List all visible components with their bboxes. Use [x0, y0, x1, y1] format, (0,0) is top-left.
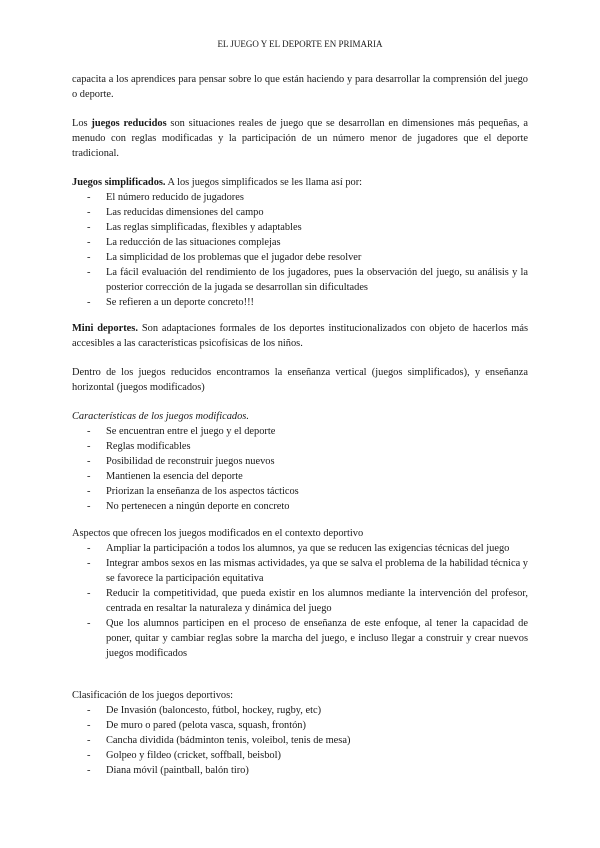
list-item: - Posibilidad de reconstruir juegos nuevos: [87, 456, 275, 467]
list-item: - El número reducido de jugadores: [87, 192, 244, 203]
section-juegos-simplificados: [72, 175, 528, 310]
caracteristicas-list: [72, 424, 528, 514]
bullet-dash: -: [87, 426, 91, 437]
bullet-dash: -: [87, 735, 91, 746]
simplificados-heading: Juegos simplificados. A los juegos simplificados se les llama así por:: [72, 177, 363, 188]
list-item: - Reglas modificables: [87, 441, 191, 452]
simplificados-list: [72, 190, 528, 310]
list-item: - Golpeo y fildeo (cricket, soffball, beisbol): [87, 750, 281, 761]
list-item: - De Invasión (baloncesto, fútbol, hockey, rugby, etc): [87, 705, 322, 716]
page-header: EL JUEGO Y EL DEPORTE EN PRIMARIA: [217, 39, 383, 49]
list-item: - Priorizan la enseñanza de los aspectos tácticos: [87, 486, 299, 497]
section-caracteristicas: [72, 409, 528, 514]
bullet-dash: -: [87, 543, 91, 554]
list-item: - La fácil evaluación del rendimiento de los jugadores, pues la observación del juego, su análisis y la posterior corrección de la jugada se desarrollan sin dificultades: [87, 267, 528, 293]
list-item: - Integrar ambos sexos en las mismas actividades, ya que se salva el problema de la habilidad técnica y se favorece la participación equitativa: [87, 558, 528, 584]
list-item: - Las reducidas dimensiones del campo: [87, 207, 264, 218]
paragraph-juegos-reducidos: Los juegos reducidos son situaciones reales de juego que se desarrollan en dimensiones más pequeñas, a menudo con reglas modificadas y la participación de un número menor de jugadores que el deporte tradicional.: [72, 118, 529, 159]
bullet-dash: -: [87, 456, 91, 467]
list-item: - No pertenecen a ningún deporte en concreto: [87, 501, 290, 512]
bullet-dash: -: [87, 222, 91, 233]
paragraph-intro: capacita a los aprendices para pensar sobre lo que están haciendo y para desarrollar la comprensión del juego o deporte.: [72, 74, 528, 100]
bullet-dash: -: [87, 252, 91, 263]
list-item: - Cancha dividida (bádminton tenis, voleibol, tenis de mesa): [87, 735, 351, 746]
caracteristicas-heading: Características de los juegos modificados.: [72, 411, 249, 422]
list-item: - La reducción de las situaciones complejas: [87, 237, 281, 248]
bullet-dash: -: [87, 588, 91, 599]
bullet-dash: -: [87, 192, 91, 203]
aspectos-list: [72, 541, 528, 661]
list-item: - Se encuentran entre el juego y el deporte: [87, 426, 276, 437]
term-juegos-reducidos: juegos reducidos: [91, 118, 167, 129]
bullet-dash: -: [87, 237, 91, 248]
section-aspectos: [72, 526, 528, 661]
paragraph-dentro: Dentro de los juegos reducidos encontramos la enseñanza vertical (juegos simplificados), y enseñanza horizontal (juegos modificados): [72, 367, 528, 393]
bullet-dash: -: [87, 765, 91, 776]
bullet-dash: -: [87, 441, 91, 452]
clasificacion-list: [72, 703, 528, 778]
term-mini-deportes: Mini deportes.: [72, 323, 138, 334]
paragraph-mini-deportes: Mini deportes. Son adaptaciones formales de los deportes institucionalizados con objeto de hacerlos más accesibles a las características psicofísicas de los niños.: [72, 323, 528, 349]
bullet-dash: -: [87, 705, 91, 716]
list-item: - Se refieren a un deporte concreto!!!: [87, 297, 254, 308]
bullet-dash: -: [87, 501, 91, 512]
bullet-dash: -: [87, 750, 91, 761]
bullet-dash: -: [87, 486, 91, 497]
clasificacion-heading: Clasificación de los juegos deportivos:: [72, 690, 234, 701]
bullet-dash: -: [87, 471, 91, 482]
list-item: - Ampliar la participación a todos los alumnos, ya que se reducen las exigencias técnicas del juego: [87, 543, 510, 554]
list-item: - Diana móvil (paintball, balón tiro): [87, 765, 249, 776]
aspectos-heading: Aspectos que ofrecen los juegos modificados en el contexto deportivo: [72, 528, 364, 539]
list-item: - Las reglas simplificadas, flexibles y adaptables: [87, 222, 302, 233]
bullet-dash: -: [87, 267, 91, 278]
bullet-dash: -: [87, 207, 91, 218]
bullet-dash: -: [87, 297, 91, 308]
bullet-dash: -: [87, 558, 91, 569]
bullet-dash: -: [87, 720, 91, 731]
bullet-dash: -: [87, 618, 91, 629]
list-item: - Mantienen la esencia del deporte: [87, 471, 243, 482]
list-item: - La simplicidad de los problemas que el jugador debe resolver: [87, 252, 362, 263]
list-item: - Reducir la competitividad, que pueda existir en los alumnos mediante la intervención del profesor, centrada en resaltar la naturaleza y dinámica del juego: [87, 588, 528, 614]
section-clasificacion: [72, 688, 528, 778]
list-item: - De muro o pared (pelota vasca, squash, frontón): [87, 720, 306, 731]
list-item: - Que los alumnos participen en el proceso de enseñanza de este enfoque, al tener la capacidad de poner, quitar y cambiar reglas sobre la marcha del juego, e incluso llegar a construir y crear nuevos juegos modificados: [87, 618, 528, 659]
